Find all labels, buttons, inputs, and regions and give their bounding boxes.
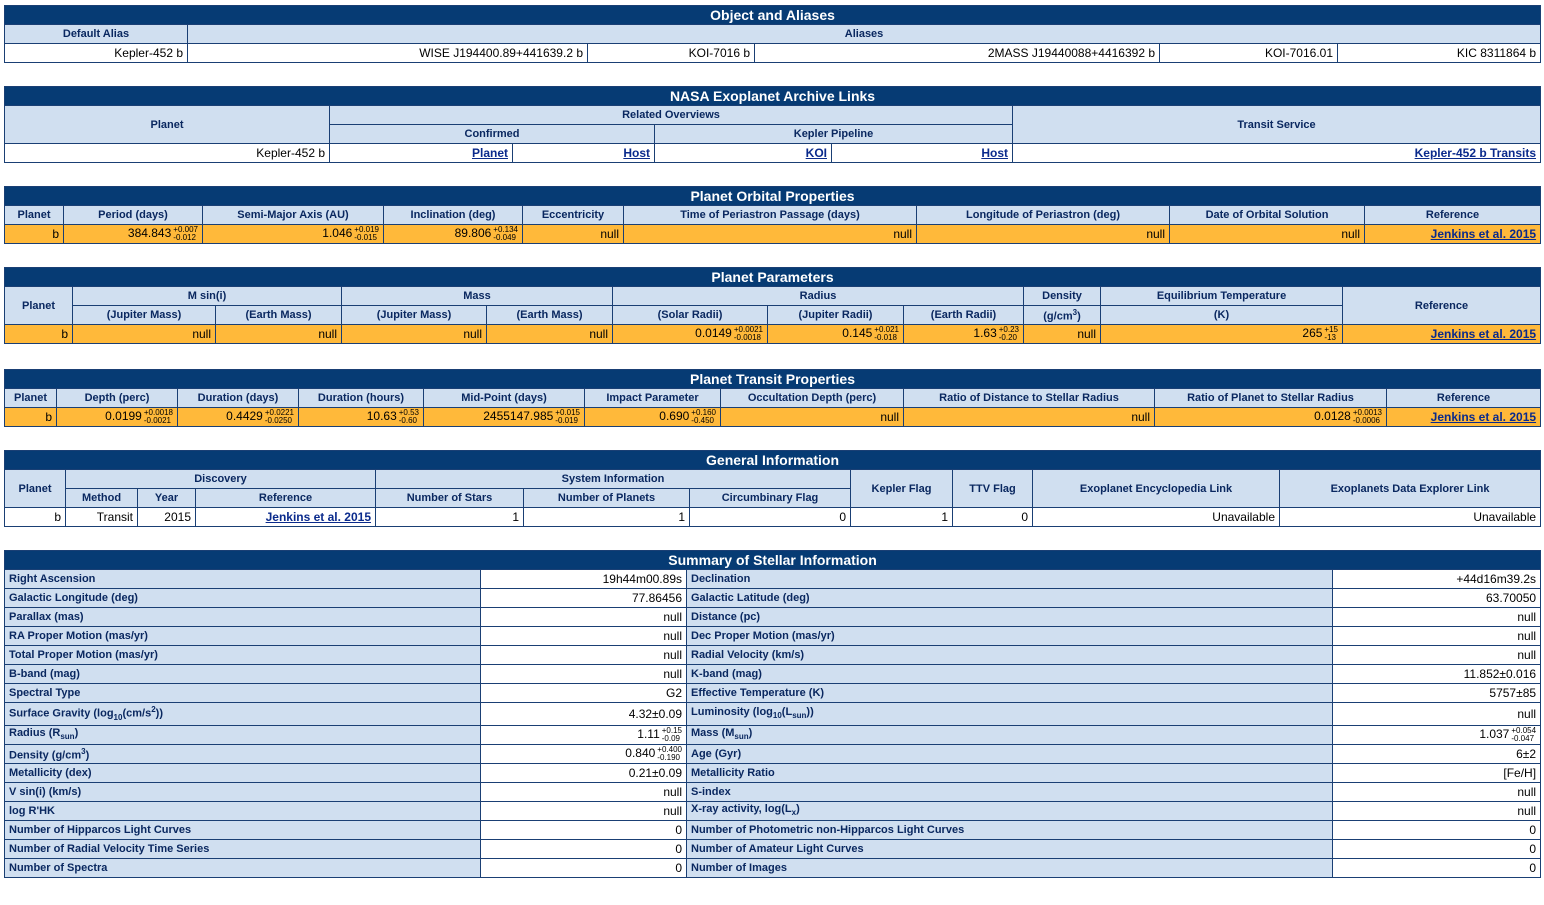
col-inclination: Inclination (deg) bbox=[384, 206, 523, 225]
s-index-value: null bbox=[1333, 783, 1541, 802]
table-row bbox=[5, 508, 1541, 527]
transit-title: Planet Transit Properties bbox=[5, 370, 1541, 389]
kepler-host-link[interactable]: Host bbox=[981, 146, 1008, 160]
log-rhk-label: log R'HK bbox=[5, 802, 481, 821]
density-value: null bbox=[1024, 325, 1101, 344]
eccentricity-value: null bbox=[523, 225, 624, 244]
equilibrium-temp-value: 265 +15 -13 bbox=[1101, 325, 1343, 344]
spectral-type-label: Spectral Type bbox=[5, 684, 481, 703]
radial-velocity-label: Radial Velocity (km/s) bbox=[687, 646, 1333, 665]
alias-value: KOI-7016.01 bbox=[1160, 44, 1338, 63]
kepler-pipeline-header: Kepler Pipeline bbox=[655, 125, 1013, 144]
table-row bbox=[5, 745, 1541, 764]
col-discovery: Discovery bbox=[66, 470, 376, 489]
planet-header: Planet bbox=[5, 106, 330, 144]
table-row bbox=[5, 821, 1541, 840]
orbital-title: Planet Orbital Properties bbox=[5, 187, 1541, 206]
k-band-value: 11.852±0.016 bbox=[1333, 665, 1541, 684]
encyclopedia-value: Unavailable bbox=[1033, 508, 1280, 527]
related-overviews-header: Related Overviews bbox=[330, 106, 1013, 125]
luminosity-label: Luminosity $(\log_{10}(L_{sun}))$ bbox=[687, 703, 1333, 726]
col-planet: Planet bbox=[5, 470, 66, 508]
parallax-label: Parallax (mas) bbox=[5, 608, 481, 627]
col-density: Density bbox=[1024, 287, 1101, 306]
table-row bbox=[5, 840, 1541, 859]
confirmed-host-link[interactable]: Host bbox=[623, 146, 650, 160]
orbital-properties-table bbox=[4, 186, 1541, 244]
sma-value: 1.046 +0.019 -0.015 bbox=[203, 225, 384, 244]
log-rhk-value: null bbox=[481, 802, 687, 821]
total-proper-motion-label: Total Proper Motion (mas/yr) bbox=[5, 646, 481, 665]
col-radius-jupiter: (Jupiter Radii) bbox=[768, 306, 904, 325]
col-periastron-longitude: Longitude of Periastron (deg) bbox=[917, 206, 1170, 225]
impact-parameter-value: 0.690 +0.160 -0.450 bbox=[585, 408, 721, 427]
confirmed-planet-link[interactable]: Planet bbox=[471, 146, 508, 160]
circumbinary-value: 0 bbox=[690, 508, 851, 527]
ratio-radius-value: 0.0128 +0.0013 -0.0006 bbox=[1155, 408, 1387, 427]
table-row bbox=[5, 703, 1541, 726]
number-of-images-value: 0 bbox=[1333, 859, 1541, 878]
metallicity-label: Metallicity (dex) bbox=[5, 764, 481, 783]
orbital-date-value: null bbox=[1170, 225, 1365, 244]
table-row bbox=[5, 646, 1541, 665]
b-band-label: B-band (mag) bbox=[5, 665, 481, 684]
confirmed-header: Confirmed bbox=[330, 125, 655, 144]
table-row bbox=[5, 684, 1541, 703]
metallicity-ratio-label: Metallicity Ratio bbox=[687, 764, 1333, 783]
table-row bbox=[5, 725, 1541, 744]
method-value: Transit bbox=[66, 508, 138, 527]
k-band-label: K-band (mag) bbox=[687, 665, 1333, 684]
stellar-density-label: Density $(g/cm^3)$ bbox=[5, 745, 481, 764]
table-row bbox=[5, 225, 1541, 244]
b-band-value: null bbox=[481, 665, 687, 684]
reference-link[interactable]: Jenkins et al. 2015 bbox=[1430, 410, 1537, 424]
amateur-light-curves-value: 0 bbox=[1333, 840, 1541, 859]
col-periastron-time: Time of Periastron Passage (days) bbox=[624, 206, 917, 225]
archive-links-title: NASA Exoplanet Archive Links bbox=[5, 87, 1541, 106]
hipparcos-light-curves-value: 0 bbox=[481, 821, 687, 840]
col-equilibrium-temp: Equilibrium Temperature bbox=[1101, 287, 1343, 306]
surface-gravity-label: Surface Gravity $(\log_{10}(cm/s^2))$ bbox=[5, 703, 481, 726]
metallicity-value: 0.21±0.09 bbox=[481, 764, 687, 783]
age-value: 6±2 bbox=[1333, 745, 1541, 764]
xray-activity-value: null bbox=[1333, 802, 1541, 821]
alias-value: KIC 8311864 b bbox=[1338, 44, 1541, 63]
reference-link[interactable]: Jenkins et al. 2015 bbox=[1430, 227, 1537, 241]
stellar-density-value: 0.840 +0.400 -0.190 bbox=[481, 745, 687, 764]
col-ratio-distance: Ratio of Distance to Stellar Radius bbox=[904, 389, 1155, 408]
col-mass: Mass bbox=[342, 287, 613, 306]
right-ascension-label: Right Ascension bbox=[5, 570, 481, 589]
col-circumbinary-flag: Circumbinary Flag bbox=[690, 489, 851, 508]
reference-link[interactable]: Jenkins et al. 2015 bbox=[1430, 327, 1537, 341]
transit-service-link[interactable]: Kepler-452 b Transits bbox=[1414, 146, 1537, 160]
col-reference: Reference bbox=[1343, 287, 1541, 325]
general-information-table bbox=[4, 450, 1541, 527]
ttv-flag-value: 0 bbox=[953, 508, 1033, 527]
col-msini-earth: (Earth Mass) bbox=[216, 306, 342, 325]
table-row bbox=[5, 665, 1541, 684]
table-row bbox=[5, 408, 1541, 427]
col-semi-major-axis: Semi-Major Axis (AU) bbox=[203, 206, 384, 225]
aliases-title: Object and Aliases bbox=[5, 6, 1541, 25]
archive-links-table bbox=[4, 86, 1541, 163]
galactic-latitude-value: 63.70050 bbox=[1333, 589, 1541, 608]
col-data-explorer-link: Exoplanets Data Explorer Link bbox=[1280, 470, 1541, 508]
periastron-longitude-value: null bbox=[917, 225, 1170, 244]
metallicity-ratio-value: [Fe/H] bbox=[1333, 764, 1541, 783]
table-row bbox=[5, 627, 1541, 646]
distance-value: null bbox=[1333, 608, 1541, 627]
default-alias-header: Default Alias bbox=[5, 25, 188, 44]
mass-earth-value: null bbox=[487, 325, 613, 344]
midpoint-value: 2455147.985 +0.015 -0.019 bbox=[424, 408, 585, 427]
col-orbital-solution-date: Date of Orbital Solution bbox=[1170, 206, 1365, 225]
col-duration-hours: Duration (hours) bbox=[299, 389, 424, 408]
spectral-type-value: G2 bbox=[481, 684, 687, 703]
default-alias-value: Kepler-452 b bbox=[5, 44, 188, 63]
msini-jupiter-value: null bbox=[73, 325, 216, 344]
effective-temperature-label: Effective Temperature (K) bbox=[687, 684, 1333, 703]
col-reference: Reference bbox=[196, 489, 376, 508]
rv-time-series-label: Number of Radial Velocity Time Series bbox=[5, 840, 481, 859]
col-eccentricity: Eccentricity bbox=[523, 206, 624, 225]
col-mass-jupiter: (Jupiter Mass) bbox=[342, 306, 487, 325]
table-row bbox=[5, 764, 1541, 783]
mass-jupiter-value: null bbox=[342, 325, 487, 344]
col-reference: Reference bbox=[1387, 389, 1541, 408]
col-reference: Reference bbox=[1365, 206, 1541, 225]
number-of-stars-value: 1 bbox=[376, 508, 524, 527]
galactic-latitude-label: Galactic Latitude (deg) bbox=[687, 589, 1333, 608]
parameters-title: Planet Parameters bbox=[5, 268, 1541, 287]
ratio-distance-value: null bbox=[904, 408, 1155, 427]
dec-proper-motion-value: null bbox=[1333, 627, 1541, 646]
alias-value: KOI-7016 b bbox=[588, 44, 755, 63]
col-kepler-flag: Kepler Flag bbox=[851, 470, 953, 508]
effective-temperature-value: 5757±85 bbox=[1333, 684, 1541, 703]
col-msini-jupiter: (Jupiter Mass) bbox=[73, 306, 216, 325]
planet-letter: b bbox=[5, 325, 73, 344]
luminosity-value: null bbox=[1333, 703, 1541, 726]
table-row bbox=[5, 608, 1541, 627]
distance-label: Distance (pc) bbox=[687, 608, 1333, 627]
general-title: General Information bbox=[5, 451, 1541, 470]
col-radius: Radius bbox=[613, 287, 1024, 306]
year-value: 2015 bbox=[138, 508, 196, 527]
col-mass-earth: (Earth Mass) bbox=[487, 306, 613, 325]
col-number-of-planets: Number of Planets bbox=[524, 489, 690, 508]
radius-solar-value: 0.0149 +0.0021 -0.0018 bbox=[613, 325, 768, 344]
photometric-light-curves-value: 0 bbox=[1333, 821, 1541, 840]
stellar-mass-value: 1.037 +0.054 -0.047 bbox=[1333, 725, 1541, 744]
msini-earth-value: null bbox=[216, 325, 342, 344]
planet-parameters-table bbox=[4, 267, 1541, 344]
planet-name: Kepler-452 b bbox=[5, 144, 330, 163]
col-method: Method bbox=[66, 489, 138, 508]
table-row bbox=[5, 783, 1541, 802]
radius-earth-value: 1.63 +0.23 -0.20 bbox=[904, 325, 1024, 344]
table-row bbox=[5, 589, 1541, 608]
right-ascension-value: 19h44m00.89s bbox=[481, 570, 687, 589]
period-value: 384.843 +0.007 -0.012 bbox=[64, 225, 203, 244]
periastron-time-value: null bbox=[624, 225, 917, 244]
col-radius-earth: (Earth Radii) bbox=[904, 306, 1024, 325]
hipparcos-light-curves-label: Number of Hipparcos Light Curves bbox=[5, 821, 481, 840]
col-planet: Planet bbox=[5, 389, 57, 408]
planet-letter: b bbox=[5, 225, 64, 244]
data-explorer-value: Unavailable bbox=[1280, 508, 1541, 527]
col-ratio-radius: Ratio of Planet to Stellar Radius bbox=[1155, 389, 1387, 408]
radial-velocity-value: null bbox=[1333, 646, 1541, 665]
surface-gravity-value: 4.32±0.09 bbox=[481, 703, 687, 726]
declination-label: Declination bbox=[687, 570, 1333, 589]
koi-link[interactable]: KOI bbox=[805, 146, 827, 160]
declination-value: +44d16m39.2s bbox=[1333, 570, 1541, 589]
kepler-flag-value: 1 bbox=[851, 508, 953, 527]
table-row bbox=[5, 570, 1541, 589]
number-of-spectra-label: Number of Spectra bbox=[5, 859, 481, 878]
col-system-information: System Information bbox=[376, 470, 851, 489]
transit-properties-table bbox=[4, 369, 1541, 427]
stellar-mass-label: Mass $(M_{sun})$ bbox=[687, 725, 1333, 744]
table-row bbox=[5, 802, 1541, 821]
planet-letter: b bbox=[5, 408, 57, 427]
col-radius-solar: (Solar Radii) bbox=[613, 306, 768, 325]
col-msini: M sin(i) bbox=[73, 287, 342, 306]
alias-value: WISE J194400.89+441639.2 b bbox=[188, 44, 588, 63]
table-row bbox=[5, 325, 1541, 344]
number-of-planets-value: 1 bbox=[524, 508, 690, 527]
col-depth: Depth (perc) bbox=[57, 389, 178, 408]
col-duration-days: Duration (days) bbox=[178, 389, 299, 408]
aliases-header: Aliases bbox=[188, 25, 1541, 44]
col-period: Period (days) bbox=[64, 206, 203, 225]
stellar-information-table bbox=[4, 550, 1541, 878]
dec-proper-motion-label: Dec Proper Motion (mas/yr) bbox=[687, 627, 1333, 646]
galactic-longitude-value: 77.86456 bbox=[481, 589, 687, 608]
stellar-title: Summary of Stellar Information bbox=[5, 551, 1541, 570]
number-of-spectra-value: 0 bbox=[481, 859, 687, 878]
col-ttv-flag: TTV Flag bbox=[953, 470, 1033, 508]
s-index-label: S-index bbox=[687, 783, 1333, 802]
occultation-depth-value: null bbox=[721, 408, 904, 427]
duration-days-value: 0.4429 +0.0221 -0.0250 bbox=[178, 408, 299, 427]
parallax-value: null bbox=[481, 608, 687, 627]
vsini-value: null bbox=[481, 783, 687, 802]
col-density-unit: $(g/cm^3)$ bbox=[1024, 306, 1101, 325]
col-planet: Planet bbox=[5, 287, 73, 325]
stellar-radius-label: Radius $(R_{sun})$ bbox=[5, 725, 481, 744]
total-proper-motion-value: null bbox=[481, 646, 687, 665]
inclination-value: 89.806 +0.134 -0.049 bbox=[384, 225, 523, 244]
reference-link[interactable]: Jenkins et al. 2015 bbox=[265, 510, 371, 524]
ra-proper-motion-label: RA Proper Motion (mas/yr) bbox=[5, 627, 481, 646]
table-row bbox=[5, 859, 1541, 878]
col-midpoint: Mid-Point (days) bbox=[424, 389, 585, 408]
radius-jupiter-value: 0.145 +0.021 -0.018 bbox=[768, 325, 904, 344]
age-label: Age (Gyr) bbox=[687, 745, 1333, 764]
number-of-images-label: Number of Images bbox=[687, 859, 1333, 878]
col-occultation-depth: Occultation Depth (perc) bbox=[721, 389, 904, 408]
col-encyclopedia-link: Exoplanet Encyclopedia Link bbox=[1033, 470, 1280, 508]
stellar-radius-value: 1.11 +0.15 -0.09 bbox=[481, 725, 687, 744]
col-teq-unit: (K) bbox=[1101, 306, 1343, 325]
col-planet: Planet bbox=[5, 206, 64, 225]
col-year: Year bbox=[138, 489, 196, 508]
duration-hours-value: 10.63 +0.53 -0.60 bbox=[299, 408, 424, 427]
depth-value: 0.0199 +0.0018 -0.0021 bbox=[57, 408, 178, 427]
aliases-table bbox=[4, 5, 1541, 63]
ra-proper-motion-value: null bbox=[481, 627, 687, 646]
alias-value: 2MASS J19440088+4416392 b bbox=[755, 44, 1160, 63]
col-number-of-stars: Number of Stars bbox=[376, 489, 524, 508]
xray-activity-label: X-ray activity, $\log(L_x)$ bbox=[687, 802, 1333, 821]
col-impact-parameter: Impact Parameter bbox=[585, 389, 721, 408]
photometric-light-curves-label: Number of Photometric non-Hipparcos Light Curves bbox=[687, 821, 1333, 840]
vsini-label: V sin(i) (km/s) bbox=[5, 783, 481, 802]
amateur-light-curves-label: Number of Amateur Light Curves bbox=[687, 840, 1333, 859]
transit-service-header: Transit Service bbox=[1013, 106, 1541, 144]
planet-letter: b bbox=[5, 508, 66, 527]
rv-time-series-value: 0 bbox=[481, 840, 687, 859]
galactic-longitude-label: Galactic Longitude (deg) bbox=[5, 589, 481, 608]
